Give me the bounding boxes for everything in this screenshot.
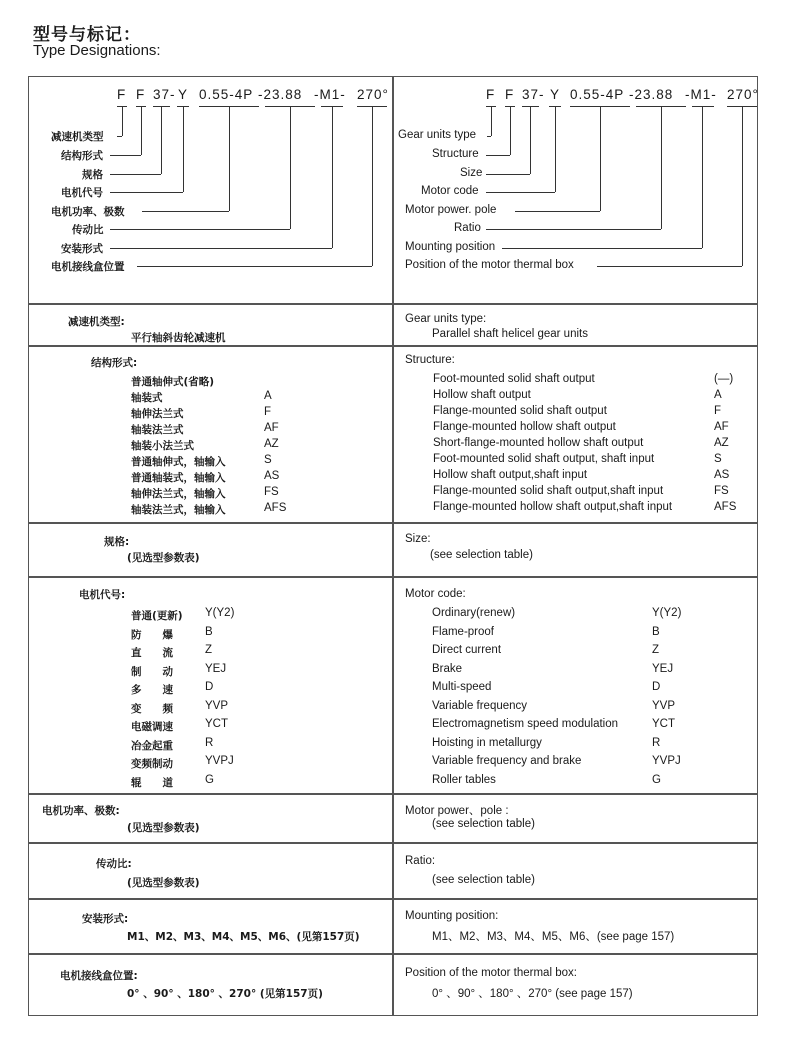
motor-item-cn: 冶金起重 <box>131 740 173 752</box>
code-structure: F <box>136 87 146 102</box>
thermal-title-en: Position of the motor thermal box: <box>405 967 577 979</box>
structure-item-cn: 轴装式 <box>131 392 163 404</box>
ratio-title-en: Ratio: <box>405 855 436 867</box>
structure-item-cn: 轴装法兰式，轴输入 <box>131 504 226 516</box>
motor-code-cn: B <box>205 626 213 638</box>
structure-code-cn: F <box>264 406 272 418</box>
motor-power-title-cn: 电机功率、极数: <box>42 805 120 817</box>
motor-item-en: Variable frequency and brake <box>432 755 582 767</box>
motor-item-en: Electromagnetism speed modulation <box>432 718 619 730</box>
label-gear-type-en: Gear units type <box>398 129 476 141</box>
size-value-en: (see selection table) <box>430 549 533 561</box>
motor-code-cn: YEJ <box>205 663 227 675</box>
motor-code-en: R <box>652 737 661 749</box>
label-thermal-cn: 电机接线盒位置 <box>51 261 125 273</box>
structure-item-en: Hollow shaft output,shaft input <box>433 469 588 481</box>
structure-item-en: Foot-mounted solid shaft output <box>433 373 595 385</box>
mounting-title-cn: 安装形式: <box>82 913 129 925</box>
code-gear-type-en: F <box>486 87 496 102</box>
page-title-en: Type Designations: <box>33 42 161 59</box>
label-motor-power-en: Motor power. pole <box>405 204 497 216</box>
page-title-cn: 型号与标记： <box>33 25 141 45</box>
divider-row-2 <box>28 345 758 347</box>
code-size: 37- <box>153 87 176 102</box>
label-ratio-en: Ratio <box>454 222 481 234</box>
code-gear-type: F <box>117 87 127 102</box>
structure-item-en: Short-flange-mounted hollow shaft output <box>433 437 644 449</box>
ratio-value-cn: (见选型参数表) <box>127 877 200 889</box>
motor-item-en: Hoisting in metallurgy <box>432 737 542 749</box>
motor-item-cn: 辊 道 <box>131 777 173 789</box>
structure-item-cn: 轴伸法兰式，轴输入 <box>131 488 226 500</box>
mounting-value-en: M1、M2、M3、M4、M5、M6、(see page 157) <box>432 931 675 943</box>
structure-item-en: Hollow shaft output <box>433 389 531 401</box>
structure-code-en: A <box>714 389 722 401</box>
motor-code-en: G <box>652 774 661 786</box>
structure-code-cn: S <box>264 454 272 466</box>
code-ratio: -23.88 <box>258 87 303 102</box>
motor-code-cn: YVPJ <box>205 755 234 767</box>
structure-item-cn: 普通轴伸式，轴输入 <box>131 456 226 468</box>
motor-item-cn: 变频制动 <box>131 758 173 770</box>
structure-title-en: Structure: <box>405 354 455 366</box>
structure-code-en: AS <box>714 469 730 481</box>
size-title-en: Size: <box>405 533 431 545</box>
thermal-title-cn: 电机接线盒位置: <box>60 970 138 982</box>
ratio-title-cn: 传动比: <box>96 858 132 870</box>
motor-code-title-cn: 电机代号: <box>79 589 126 601</box>
motor-code-en: Z <box>652 644 660 656</box>
structure-code-en: F <box>714 405 722 417</box>
motor-code-cn: G <box>205 774 214 786</box>
divider-row-6 <box>28 842 758 844</box>
structure-item-cn: 普通轴装式，轴输入 <box>131 472 226 484</box>
structure-item-en: Flange-mounted solid shaft output,shaft input <box>433 485 664 497</box>
motor-item-en: Brake <box>432 663 463 675</box>
motor-item-en: Flame-proof <box>432 626 494 638</box>
motor-item-cn: 直 流 <box>131 647 173 659</box>
code-mounting: -M1- <box>314 87 346 102</box>
motor-code-en: YEJ <box>652 663 674 675</box>
structure-code-en: FS <box>714 485 729 497</box>
structure-code-cn: AFS <box>264 502 287 514</box>
structure-item-en: Flange-mounted hollow shaft output,shaft input <box>433 501 673 513</box>
code-ratio-en: -23.88 <box>629 87 674 102</box>
code-thermal: 270° <box>357 87 389 102</box>
motor-code-en: D <box>652 681 661 693</box>
motor-code-en: Y(Y2) <box>652 607 682 619</box>
gear-type-value-cn: 平行轴斜齿轮减速机 <box>131 332 226 344</box>
label-thermal-en: Position of the motor thermal box <box>405 259 574 271</box>
label-motor-power-cn: 电机功率、极数 <box>51 206 125 218</box>
structure-code-cn: AF <box>264 422 279 434</box>
code-thermal-en: 270° <box>727 87 759 102</box>
structure-item-en: Flange-mounted hollow shaft output <box>433 421 616 433</box>
label-motor-code-cn: 电机代号 <box>61 187 103 199</box>
motor-code-en: YCT <box>652 718 675 730</box>
size-value-cn: (见选型参数表) <box>127 552 200 564</box>
motor-item-en: Variable frequency <box>432 700 528 712</box>
motor-item-cn: 制 动 <box>131 666 173 678</box>
motor-code-cn: Z <box>205 644 213 656</box>
motor-code-cn: YVP <box>205 700 229 712</box>
ratio-value-en: (see selection table) <box>432 874 535 886</box>
motor-item-en: Roller tables <box>432 774 496 786</box>
structure-item-cn: 轴伸法兰式 <box>131 408 184 420</box>
mounting-value-cn: M1、M2、M3、M4、M5、M6、(见第157页) <box>127 931 360 943</box>
motor-code-cn: D <box>205 681 214 693</box>
motor-code-title-en: Motor code: <box>405 588 466 600</box>
code-power-en: 0.55-4P <box>570 87 625 102</box>
code-motor: Y <box>178 87 189 102</box>
structure-item-cn: 轴装小法兰式 <box>131 440 194 452</box>
structure-code-cn: AS <box>264 470 280 482</box>
mounting-title-en: Mounting position: <box>405 910 499 922</box>
motor-code-en: B <box>652 626 660 638</box>
structure-item-en: Flange-mounted solid shaft output <box>433 405 607 417</box>
label-structure-cn: 结构形式 <box>61 150 103 162</box>
divider-row-5 <box>28 793 758 795</box>
structure-code-cn: AZ <box>264 438 279 450</box>
motor-item-en: Multi-speed <box>432 681 492 693</box>
motor-code-en: YVPJ <box>652 755 681 767</box>
label-motor-code-en: Motor code <box>421 185 479 197</box>
structure-code-en: AF <box>714 421 729 433</box>
label-mounting-en: Mounting position <box>405 241 496 253</box>
gear-type-title-cn: 减速机类型: <box>68 316 125 328</box>
code-power: 0.55-4P <box>199 87 254 102</box>
label-structure-en: Structure <box>432 148 479 160</box>
motor-code-cn: R <box>205 737 214 749</box>
motor-power-title-en: Motor power、pole : <box>405 805 509 817</box>
motor-item-cn: 电磁调速 <box>131 721 173 733</box>
motor-item-en: Ordinary(renew) <box>432 607 516 619</box>
motor-item-en: Direct current <box>432 644 502 656</box>
divider-row-7 <box>28 898 758 900</box>
structure-code-en: (—) <box>714 373 734 385</box>
label-mounting-cn: 安装形式 <box>61 243 103 255</box>
structure-item-en: Foot-mounted solid shaft output, shaft input <box>433 453 655 465</box>
label-size-en: Size <box>460 167 483 179</box>
structure-code-en: AZ <box>714 437 729 449</box>
label-gear-type-cn: 减速机类型 <box>51 131 104 143</box>
structure-code-cn: FS <box>264 486 279 498</box>
gear-type-value-en: Parallel shaft helicel gear units <box>432 328 588 340</box>
motor-item-cn: 普通(更新) <box>131 610 183 622</box>
structure-code-cn: A <box>264 390 272 402</box>
thermal-value-en: 0° 、90° 、180° 、270° (see page 157) <box>432 988 633 1000</box>
size-title-cn: 规格: <box>104 536 130 548</box>
code-structure-en: F <box>505 87 515 102</box>
divider-row-3 <box>28 522 758 524</box>
motor-item-cn: 多 速 <box>131 684 173 696</box>
motor-power-value-cn: (见选型参数表) <box>127 822 200 834</box>
divider-row-8 <box>28 953 758 955</box>
gear-type-title-en: Gear units type: <box>405 313 487 325</box>
divider-row-4 <box>28 576 758 578</box>
structure-title-cn: 结构形式: <box>91 357 138 369</box>
structure-code-en: S <box>714 453 722 465</box>
structure-item-cn: 普通轴伸式(省略) <box>131 376 215 388</box>
label-size-cn: 规格 <box>82 169 103 181</box>
motor-code-cn: Y(Y2) <box>205 607 235 619</box>
structure-item-cn: 轴装法兰式 <box>131 424 184 436</box>
column-divider <box>392 76 394 1016</box>
motor-item-cn: 防 爆 <box>131 629 173 641</box>
code-mounting-en: -M1- <box>685 87 717 102</box>
motor-item-cn: 变 频 <box>131 703 173 715</box>
divider-row-1 <box>28 303 758 305</box>
thermal-value-cn: 0° 、90° 、180° 、270° (见第157页) <box>127 988 323 1000</box>
label-ratio-cn: 传动比 <box>72 224 104 236</box>
motor-code-en: YVP <box>652 700 676 712</box>
structure-code-en: AFS <box>714 501 737 513</box>
motor-code-cn: YCT <box>205 718 228 730</box>
code-size-en: 37- <box>522 87 545 102</box>
motor-power-value-en: (see selection table) <box>432 818 535 830</box>
code-motor-en: Y <box>550 87 561 102</box>
